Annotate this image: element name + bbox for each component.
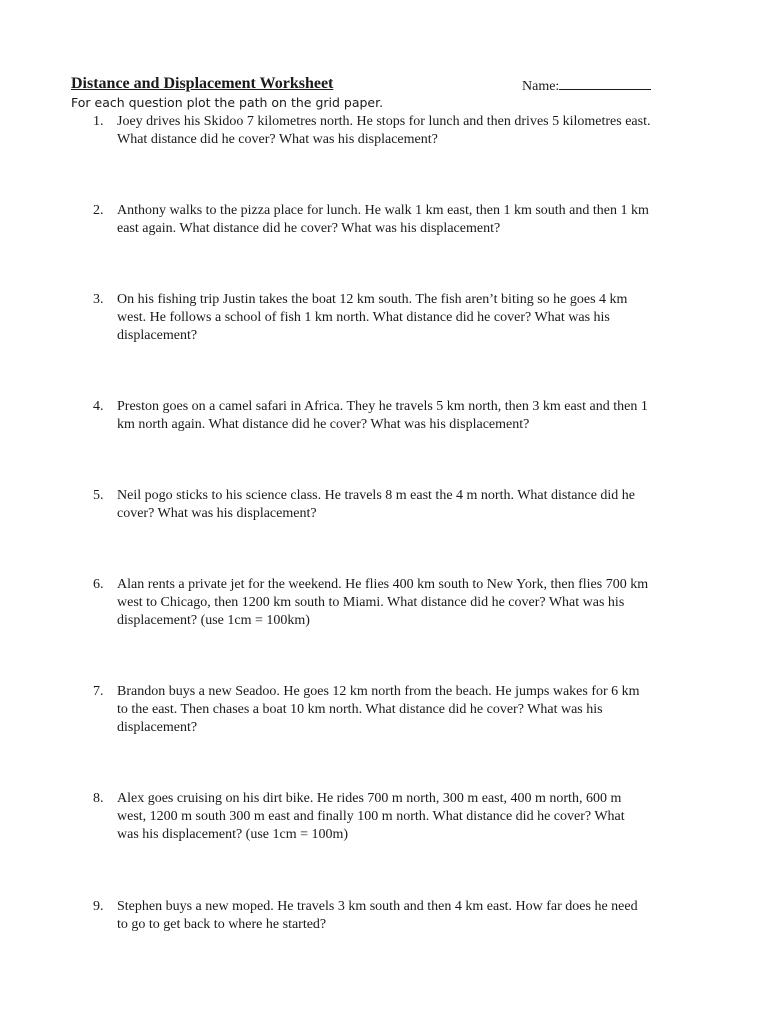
question-5	[93, 487, 713, 523]
question-number: 5.	[93, 488, 104, 503]
question-text: Preston goes on a camel safari in Africa. They he travels 5 km north, then 3 km east and then 1 km north again. What distance did he cover? What was his displacement?	[117, 399, 648, 432]
question-number: 4.	[93, 399, 104, 414]
worksheet-instructions: For each question plot the path on the grid paper.	[71, 95, 384, 110]
question-text: Anthony walks to the pizza place for lunch. He walk 1 km east, then 1 km south and then 1 km east again. What distance did he cover? What was his displacement?	[117, 203, 649, 236]
question-number: 2.	[93, 203, 104, 218]
question-number: 7.	[93, 684, 104, 699]
question-6	[93, 576, 713, 630]
name-field	[522, 77, 651, 95]
question-2	[93, 202, 713, 238]
worksheet-title: Distance and Displacement Worksheet	[71, 75, 334, 92]
question-8	[93, 790, 713, 844]
question-text: Neil pogo sticks to his science class. He travels 8 m east the 4 m north. What distance did he cover? What was his displacement?	[117, 488, 636, 521]
question-4	[93, 398, 713, 434]
name-label: Name:	[522, 79, 560, 94]
question-number: 3.	[93, 292, 104, 307]
question-number: 9.	[93, 899, 104, 914]
question-3	[93, 291, 713, 345]
question-text: Brandon buys a new Seadoo. He goes 12 km north from the beach. He jumps wakes for 6 km to the east. Then chases a boat 10 km north. What distance did he cover? What was his displacement?	[117, 684, 640, 735]
question-number: 8.	[93, 791, 104, 806]
name-blank-line	[559, 77, 651, 90]
question-text: Stephen buys a new moped. He travels 3 km south and then 4 km east. How far does he need to go to get back to where he started?	[117, 899, 638, 932]
question-number: 1.	[93, 114, 104, 129]
question-1	[93, 113, 713, 149]
question-7	[93, 683, 713, 737]
question-9	[93, 898, 713, 934]
question-text: On his fishing trip Justin takes the boat 12 km south. The fish aren’t biting so he goes 4 km west. He follows a school of fish 1 km north. What distance did he cover? What was his displacement?	[117, 292, 628, 343]
question-text: Alex goes cruising on his dirt bike. He rides 700 m north, 300 m east, 400 m north, 600 m west, 1200 m south 300 m east and finally 100 m north. What distance did he cover? What was his displacement? (use 1cm = 100m)	[117, 791, 625, 842]
question-number: 6.	[93, 577, 104, 592]
question-text: Joey drives his Skidoo 7 kilometres north. He stops for lunch and then drives 5 kilometres east. What distance did he cover? What was his displacement?	[117, 114, 651, 147]
question-text: Alan rents a private jet for the weekend. He flies 400 km south to New York, then flies 700 km west to Chicago, then 1200 km south to Miami. What distance did he cover? What was his displacement? (use 1cm = 100km)	[117, 577, 649, 628]
